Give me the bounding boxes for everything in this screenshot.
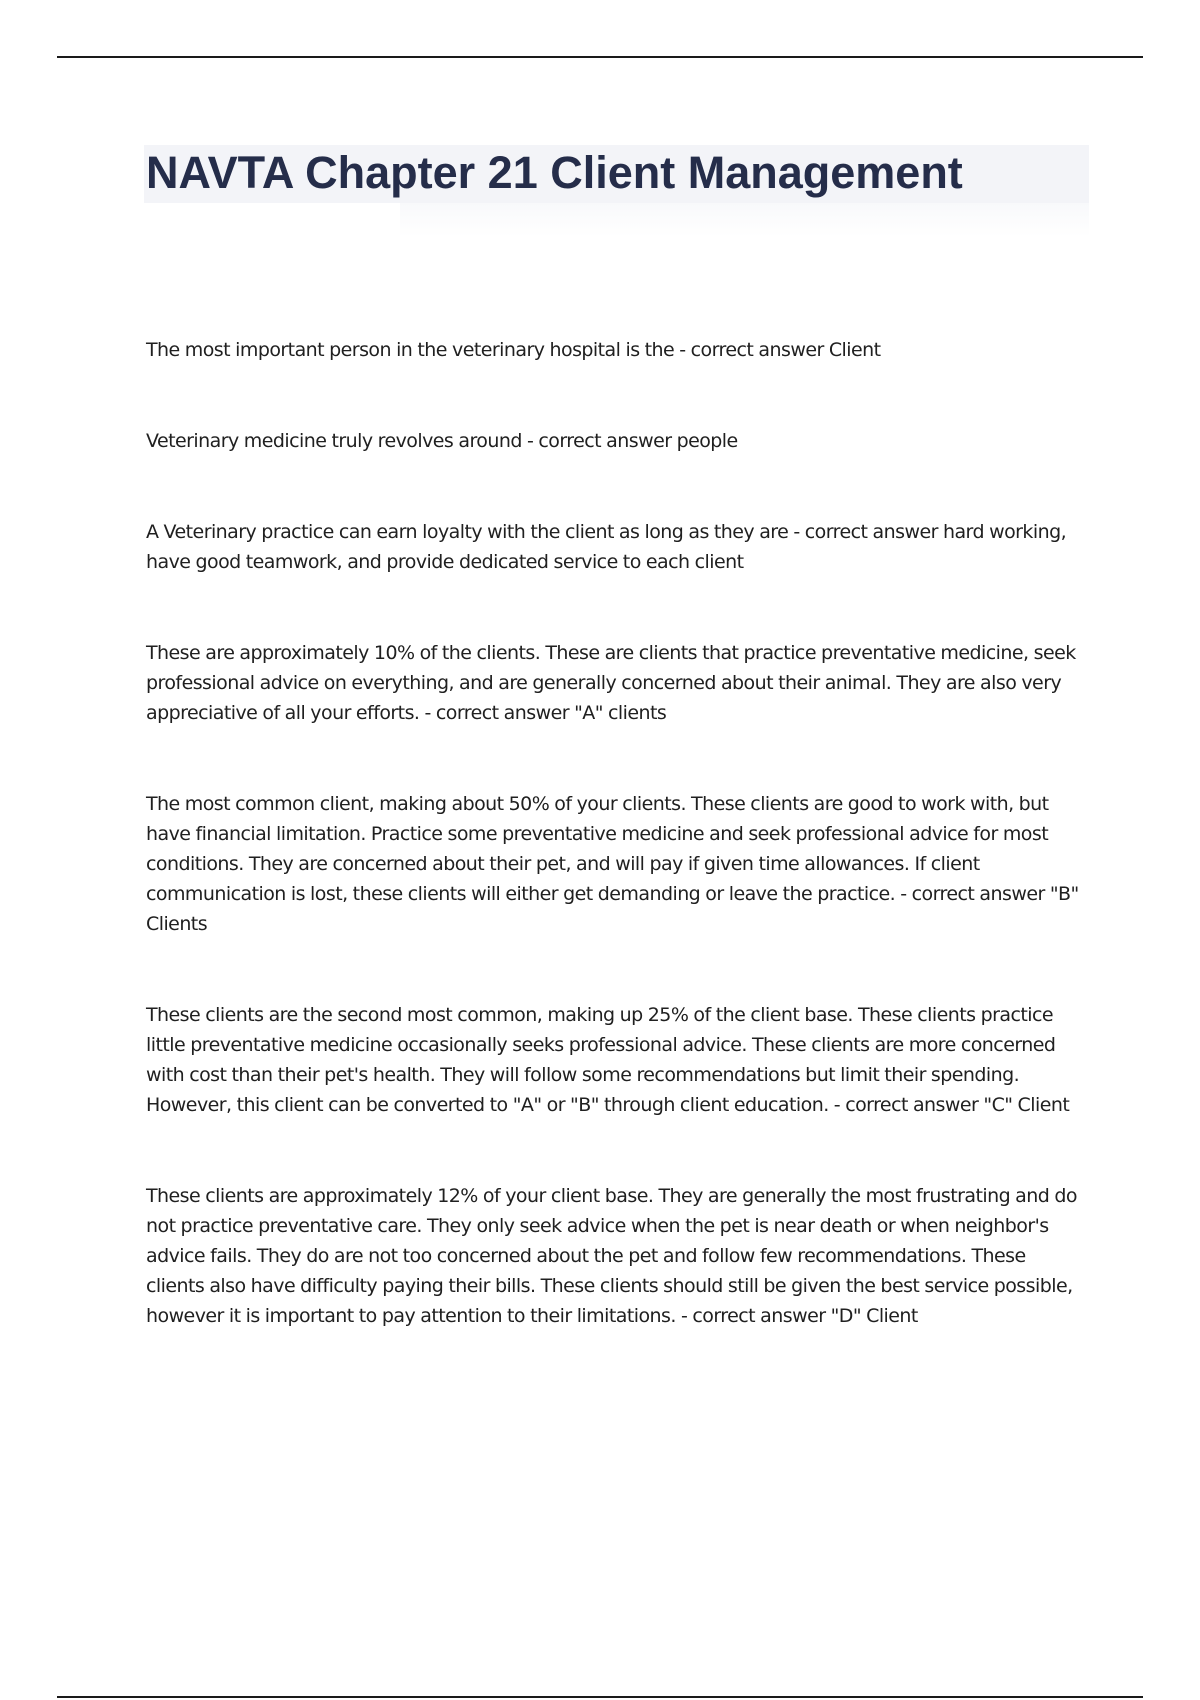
- answer-separator: - correct answer: [828, 1094, 984, 1116]
- header-rule: [57, 56, 1143, 58]
- qa-item: [146, 1000, 1086, 1120]
- answer-text: "B" Clients: [146, 883, 1079, 935]
- answer-text: Client: [828, 339, 881, 361]
- question-text: These are approximately 10% of the clients. These are clients that practice preventative medicine, seek professional advice on everything, and are generally concerned about their animal. They are also very appreciative of all your efforts.: [146, 642, 1076, 724]
- question-text: The most important person in the veterinary hospital is the: [146, 339, 675, 361]
- qa-item: [146, 638, 1086, 728]
- question-text: The most common client, making about 50% of your clients. These clients are good to work with, but have financial limitation. Practice some preventative medicine and seek professional advice for most conditions. They are concerned about their pet, and will pay if given time allowances. If client communication is lost, these clients will either get demanding or leave the practice.: [146, 793, 1049, 905]
- qa-item: [146, 335, 1086, 365]
- answer-text: hard working, have good teamwork, and provide dedicated service to each client: [146, 521, 1067, 573]
- question-text: A Veterinary practice can earn loyalty with the client as long as they are: [146, 521, 789, 543]
- qa-item: [146, 789, 1086, 939]
- answer-separator: - correct answer: [419, 702, 575, 724]
- answer-text: "C" Client: [983, 1094, 1070, 1116]
- page-title: NAVTA Chapter 21 Client Management: [146, 147, 963, 198]
- qa-item: [146, 426, 1086, 456]
- answer-text: people: [676, 430, 738, 452]
- answer-separator: - correct answer: [675, 1305, 831, 1327]
- qa-list: [146, 335, 1086, 1331]
- answer-text: "A" clients: [574, 702, 667, 724]
- question-text: These clients are approximately 12% of your client base. They are generally the most frustrating and do not practice preventative care. They only seek advice when the pet is near death or when neighbor's advice fails. They do are not too concerned about the pet and follow few recommendations. These clients also have difficulty paying their bills. These clients should still be given the best service possible, however it is important to pay attention to their limitations.: [146, 1185, 1077, 1327]
- answer-separator: - correct answer: [788, 521, 943, 543]
- qa-item: [146, 517, 1086, 577]
- answer-separator: - correct answer: [895, 883, 1050, 905]
- footer-rule: [57, 1696, 1143, 1698]
- answer-separator: - correct answer: [674, 339, 829, 361]
- answer-text: "D" Client: [830, 1305, 918, 1327]
- question-text: Veterinary medicine truly revolves around: [146, 430, 522, 452]
- question-text: These clients are the second most common, making up 25% of the client base. These clients practice little preventative medicine occasionally seeks professional advice. These clients are more concerned with cost than their pet's health. They will follow some recommendations but limit their spending. However, this client can be converted to "A" or "B" through client education.: [146, 1004, 1056, 1116]
- title-highlight-fade: [400, 203, 1089, 237]
- qa-item: [146, 1181, 1086, 1331]
- answer-separator: - correct answer: [521, 430, 677, 452]
